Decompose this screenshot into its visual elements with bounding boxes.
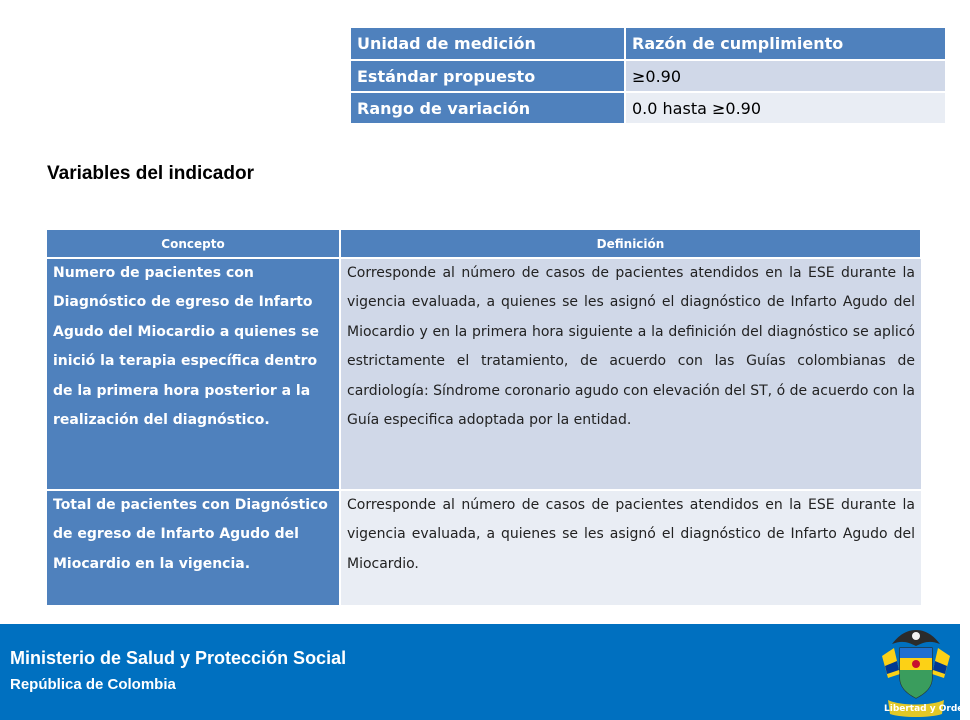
footer-band <box>0 624 970 720</box>
header-definition: Definición <box>340 230 921 258</box>
table-row <box>47 258 921 490</box>
section-title: Variables del indicador <box>47 163 254 184</box>
definition-cell: Corresponde al número de casos de pacientes atendidos en la ESE durante la vigencia evaluada, a quienes se les asignó el diagnóstico de Infarto Agudo del Miocardio y en la primera hora siguiente a la definición del diagnóstico se aplicó estrictamente el tratamiento, de acuerdo con las Guías colombianas de cardiología: Síndrome coronario agudo con elevación del ST, ó de acuerdo con la Guía especifica adoptada por la entidad. <box>340 258 921 490</box>
concept-cell: Total de pacientes con Diagnóstico de egreso de Infarto Agudo del Miocardio en la vigencia. <box>47 490 340 606</box>
summary-row-range <box>351 92 946 124</box>
concept-cell: Numero de pacientes con Diagnóstico de egreso de Infarto Agudo del Miocardio a quienes se inició la terapia específica dentro de la primera hora posterior a la realización del diagnóstico. <box>47 258 340 490</box>
table-row <box>47 490 921 606</box>
ministry-name: Ministerio de Salud y Protección Social <box>10 648 347 668</box>
summary-row-standard <box>351 60 946 92</box>
summary-value: 0.0 hasta ≥0.90 <box>625 92 946 124</box>
summary-value: ≥0.90 <box>625 60 946 92</box>
summary-value: Razón de cumplimiento <box>625 28 946 60</box>
summary-label: Unidad de medición <box>351 28 625 60</box>
indicator-variables-table <box>47 230 922 607</box>
summary-label: Estándar propuesto <box>351 60 625 92</box>
definition-cell: Corresponde al número de casos de pacientes atendidos en la ESE durante la vigencia evaluada, a quienes se les asignó el diagnóstico de Infarto Agudo del Miocardio. <box>340 490 921 606</box>
summary-row-unit <box>351 28 946 60</box>
country-name: República de Colombia <box>10 676 176 693</box>
header-concept: Concepto <box>47 230 340 258</box>
table-header-row <box>47 230 921 258</box>
indicator-summary-table <box>351 28 947 125</box>
emblem-motto: Libertad y Orden <box>884 704 970 714</box>
summary-label: Rango de variación <box>351 92 625 124</box>
